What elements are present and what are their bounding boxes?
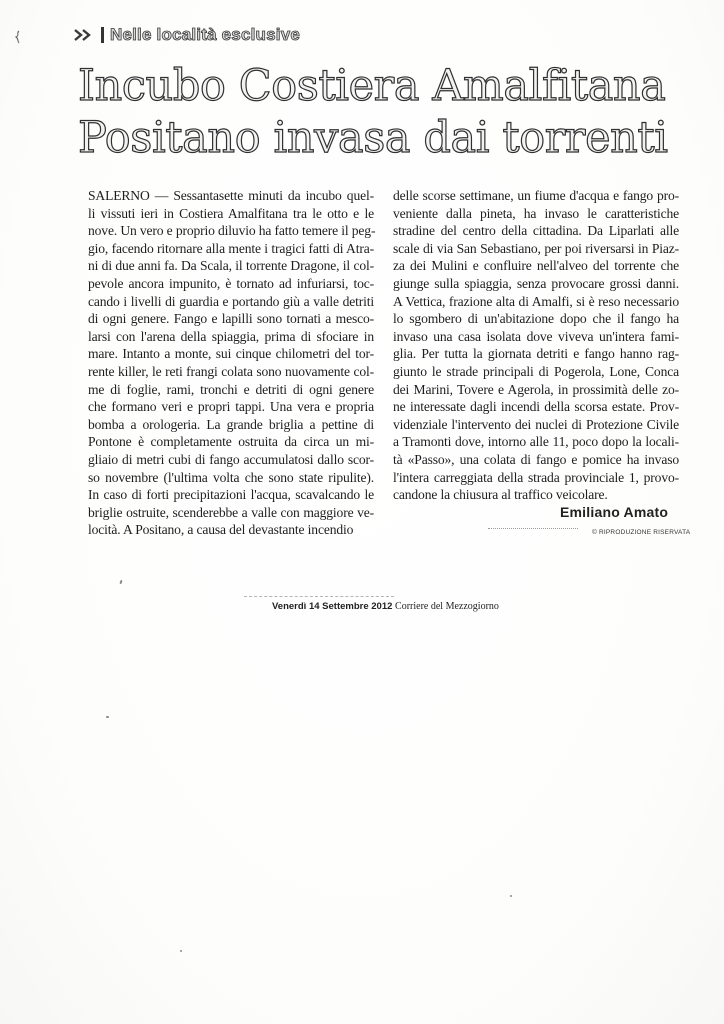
kicker-divider (101, 27, 104, 43)
article-line: me di foglie, rami, tronchi e detriti di ogni genere (88, 381, 374, 397)
article-line: invaso una casa isolata dove viveva un'intera fami- (393, 328, 679, 344)
dotted-separator (488, 528, 578, 531)
footer-newspaper: Corriere del Mezzogiorno (395, 601, 499, 612)
scan-speck (180, 950, 182, 952)
article-line: mare. Intanto a monte, sui cinque chilometri del tor- (88, 346, 374, 362)
rights-notice: © RIPRODUZIONE RISERVATA (592, 529, 691, 536)
footer-rule (244, 596, 394, 598)
article-line: di ogni genere. Fango e lapilli sono tornati a mesco- (88, 311, 374, 327)
article-line: briglie ostruite, scenderebbe a valle con maggiore ve- (88, 504, 374, 520)
article-line: Pontone è completamente ostruita da circa un mi- (88, 434, 374, 450)
headline-line-1: Incubo Costiera Amalfitana (78, 61, 666, 111)
article-line: giunge sulla spiaggia, senza provocare grossi danni. (393, 275, 679, 291)
article-line: che formano veri e propri tappi. Una vera e propria (88, 399, 374, 415)
article-line: stradine del centro della cittadina. Da Liparlati alle (393, 223, 679, 239)
article-line: lo sgombero di un'abitazione dopo che il fango ha (393, 311, 679, 327)
article-line: giunto le strade principali di Pogerola, Lone, Conca (393, 363, 679, 379)
article-line: ni di due anni fa. Da Scala, il torrente Dragone, il col- (88, 258, 374, 274)
article-line: a Tramonti dove, intorno alle 11, poco dopo la locali- (393, 434, 679, 450)
page-footer (272, 601, 499, 612)
article-line: scale di via San Sebastiano, per poi riversarsi in Piaz- (393, 240, 679, 256)
author-byline: Emiliano Amato (560, 504, 669, 520)
article-column-right (393, 187, 679, 504)
headline (78, 60, 688, 164)
article-column-left (88, 187, 374, 539)
footer-date: Venerdì 14 Settembre 2012 (272, 601, 393, 612)
article-line: l'intera carreggiata della strada provinciale 1, provo- (393, 469, 679, 485)
article-line: dei Marini, Tovere e Agerola, in prossimità delle zo- (393, 381, 679, 397)
article-line: candone la chiusura al traffico veicolare. (393, 487, 608, 503)
article-line: In caso di forti precipitazioni l'acqua, scavalcando le (88, 487, 374, 503)
article-line: A Vettica, frazione alta di Amalfi, si è reso necessario (393, 293, 679, 309)
article-line: cando i livelli di guardia e portando giù a valle detriti (88, 293, 374, 309)
article-line: gio, facendo ritornare alla mente i tragici fatti di Atra- (88, 240, 374, 256)
article-line: li vissuti ieri in Costiera Amalfitana tra le otto e le (88, 205, 374, 221)
article-line: larsi con l'arena della spiaggia, prima di sfociare in (88, 328, 374, 344)
margin-mark (13, 30, 23, 44)
article-line: delle scorse settimane, un fiume d'acqua e fango pro- (393, 188, 679, 203)
article-line: locità. A Positano, a causa del devastante incendio (88, 522, 354, 538)
article-line: veniente dalla pineta, ha invaso le caratteristiche (393, 205, 679, 221)
article-line: za dei Mulini e confluire nell'alveo del torrente che (393, 258, 679, 274)
article-line: rente killer, le reti frangi colata sono nuovamente col- (88, 363, 374, 379)
scan-speck (106, 716, 109, 718)
article-line: videnziale l'intervento dei nuclei di Protezione Civile (393, 416, 679, 432)
article-line: gliaio di metri cubi di fango accumulatosi dallo scor- (88, 451, 374, 467)
article-line: tà «Passo», una colata di fango e pomice ha invaso (393, 451, 679, 467)
scan-speck (510, 895, 512, 897)
kicker-label: Nelle località esclusive (110, 25, 301, 44)
article-line: nove. Un vero e proprio diluvio ha fatto temere il peg- (88, 223, 376, 239)
double-chevron-icon (73, 28, 95, 42)
article-line: ne interessate dagli incendi della scorsa estate. Prov- (393, 399, 679, 415)
headline-line-2: Positano invasa dai torrenti (78, 113, 668, 163)
article-line: glia. Per tutta la giornata detriti e fango hanno rag- (393, 346, 679, 362)
article-line: pevole ancora impunito, è tornato ad infuriarsi, toc- (88, 275, 374, 291)
article-line: so novembre (l'ultima volta che sono state ripulite). (88, 469, 374, 485)
article-line: SALERNO — Sessantasette minuti da incubo quel- (88, 188, 374, 203)
article-line: bomba a orologeria. La grande briglia a pettine di (88, 416, 374, 432)
section-kicker (73, 24, 300, 46)
